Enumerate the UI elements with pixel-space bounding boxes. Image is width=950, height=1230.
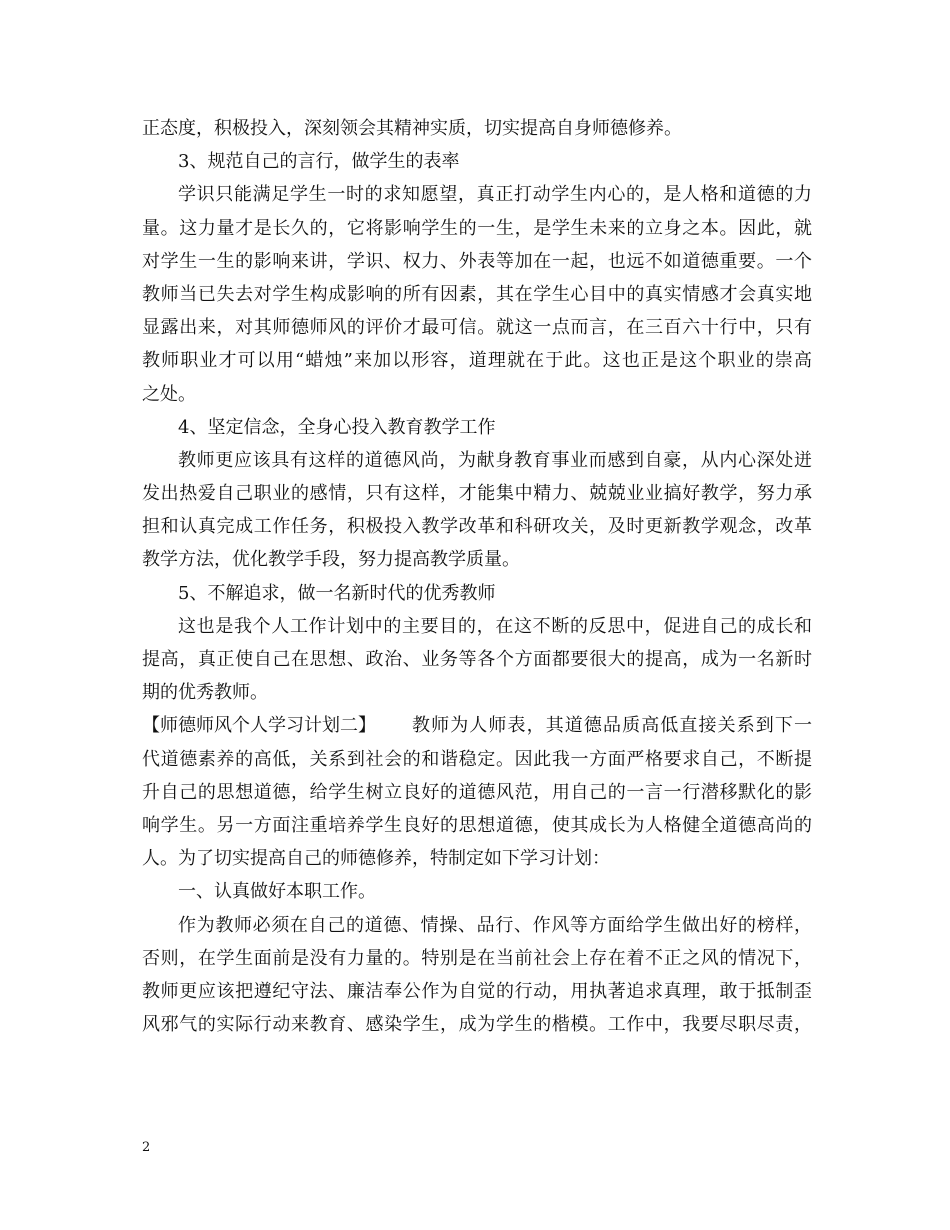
paragraph-line: 正态度，积极投入，深刻领会其精神实质，切实提高自身师德修养。 <box>142 118 682 139</box>
heading-4: 4、坚定信念，全身心投入教育教学工作 <box>178 416 496 438</box>
paragraph-line: 担和认真完成工作任务，积极投入教学改革和科研攻关，及时更新教学观念，改革 <box>142 516 812 538</box>
heading-5: 5、不解追求，做一名新时代的优秀教师 <box>178 582 496 604</box>
paragraph-line: 教师更应该具有这样的道德风尚，为献身教育事业而感到自豪，从内心深处迸 <box>178 449 812 471</box>
section-2-title: 【师德师风个人学习计划二】 <box>142 715 376 737</box>
paragraph-line: 教师更应该把遵纪守法、廉洁奉公作为自觉的行动，用执著追求真理，敢于抵制歪 <box>142 980 812 1002</box>
paragraph-line: 发出热爱自己职业的感情，只有这样，才能集中精力、兢兢业业搞好教学，努力承 <box>142 483 812 505</box>
paragraph-line: 教师职业才可以用“蜡烛”来加以形容，道理就在于此。这也正是这个职业的崇高 <box>142 350 812 372</box>
paragraph-line: 显露出来，对其师德师风的评价才最可信。就这一点而言，在三百六十行中，只有 <box>142 317 812 339</box>
paragraph-line: 提高，真正使自己在思想、政治、业务等各个方面都要很大的提高，成为一名新时 <box>142 649 812 670</box>
paragraph-line: 这也是我个人工作计划中的主要目的，在这不断的反思中，促进自己的成长和 <box>178 615 812 637</box>
paragraph-line: 量。这力量才是长久的，它将影响学生的一生，是学生未来的立身之本。因此，就 <box>142 217 812 239</box>
page-number: 2 <box>142 1140 151 1155</box>
paragraph-line: 对学生一生的影响来讲，学识、权力、外表等加在一起，也远不如道德重要。一个 <box>142 250 812 272</box>
paragraph-line: 教学方法，优化教学手段，努力提高教学质量。 <box>142 549 520 571</box>
paragraph-line: 之处。 <box>142 383 196 405</box>
paragraph-line: 教师为人师表，其道德品质高低直接关系到下一 <box>412 715 812 737</box>
paragraph-line: 响学生。另一方面注重培养学生良好的思想道德，使其成长为人格健全道德高尚的 <box>142 814 812 836</box>
paragraph-line: 否则，在学生面前是没有力量的。特别是在当前社会上存在着不正之风的情况下， <box>142 947 812 969</box>
document-body <box>142 112 812 1041</box>
heading-3: 3、规范自己的言行，做学生的表率 <box>178 151 460 173</box>
paragraph-line: 代道德素养的高低，关系到社会的和谐稳定。因此我一方面严格要求自己，不断提 <box>142 748 812 770</box>
paragraph-line: 教师当已失去对学生构成影响的所有因素，其在学生心目中的真实情感才会真实地 <box>142 283 812 305</box>
heading-6: 一、认真做好本职工作。 <box>178 881 376 903</box>
section-2-first-line <box>142 709 812 742</box>
paragraph-line: 学识只能满足学生一时的求知愿望，真正打动学生内心的，是人格和道德的力 <box>178 184 812 206</box>
paragraph-line: 作为教师必须在自己的道德、情操、品行、作风等方面给学生做出好的榜样， <box>178 914 812 936</box>
paragraph-line: 风邪气的实际行动来教育、感染学生，成为学生的楷模。工作中，我要尽职尽责， <box>142 1014 812 1036</box>
paragraph-line: 升自己的思想道德，给学生树立良好的道德风范，用自己的一言一行潜移默化的影 <box>142 781 812 803</box>
paragraph-line: 人。为了切实提高自己的师德修养，特制定如下学习计划： <box>142 848 610 870</box>
paragraph-line: 期的优秀教师。 <box>142 682 268 704</box>
